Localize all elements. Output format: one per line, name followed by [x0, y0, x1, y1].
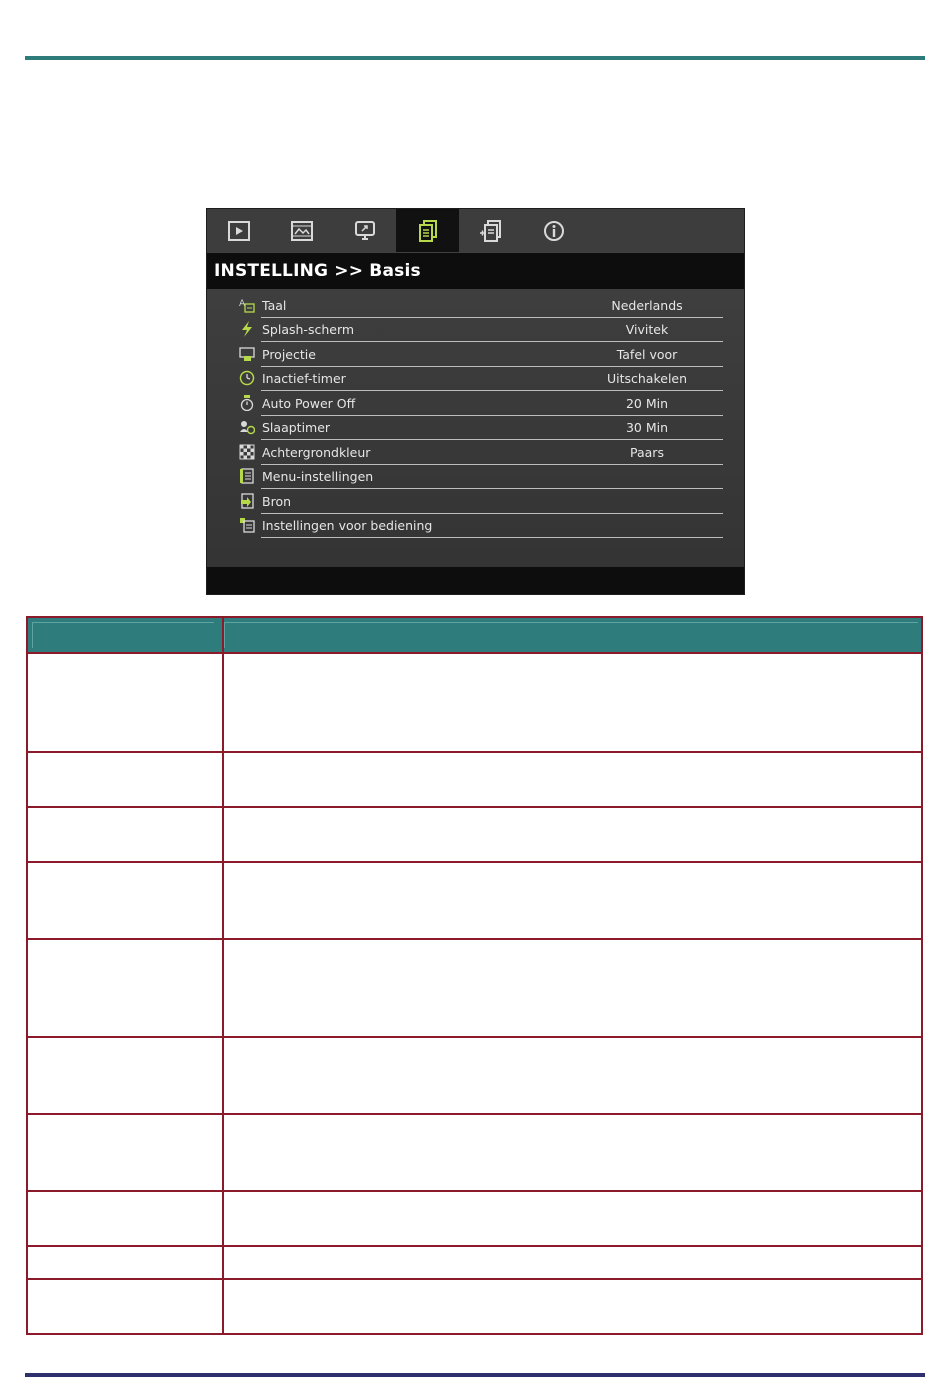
column-divider	[222, 618, 224, 1333]
document-icon	[416, 219, 440, 243]
checker-icon	[239, 444, 255, 460]
menu-item-label: Splash-scherm	[262, 322, 355, 337]
menu-item-value: 30 Min	[625, 420, 669, 435]
svg-text:A: A	[239, 299, 246, 309]
menu-item-label: Projectie	[262, 347, 316, 362]
osd-footer	[207, 567, 744, 594]
menu-item-achtergrondkleur[interactable]	[237, 441, 723, 465]
osd-tab-bar	[207, 209, 744, 252]
osd-menu	[206, 208, 745, 595]
row-divider	[261, 390, 723, 391]
sleep-icon	[239, 419, 255, 435]
tab-display[interactable]	[333, 209, 396, 252]
menu-item-value: 20 Min	[625, 396, 669, 411]
menu-item-menu-instellingen[interactable]	[237, 465, 723, 489]
projection-icon	[239, 346, 255, 362]
tab-image[interactable]	[207, 209, 270, 252]
menu-item-label: Auto Power Off	[262, 396, 356, 411]
table-header	[28, 618, 921, 654]
control-settings-icon	[239, 517, 255, 533]
menu-item-label: Menu-instellingen	[262, 469, 374, 484]
row-divider	[28, 751, 921, 753]
lightning-icon	[239, 321, 255, 337]
row-divider	[28, 1036, 921, 1038]
menu-item-splash-scherm[interactable]	[237, 318, 723, 342]
timer-icon	[239, 370, 255, 386]
source-icon	[239, 493, 255, 509]
menu-item-label: Achtergrondkleur	[262, 445, 371, 460]
menu-item-value: Paars	[630, 445, 664, 460]
menu-item-bron[interactable]	[237, 490, 723, 514]
row-divider	[261, 488, 723, 489]
menu-item-label: Instellingen voor bediening	[262, 518, 433, 533]
row-divider	[28, 1278, 921, 1280]
row-divider	[28, 1245, 921, 1247]
top-rule	[25, 56, 925, 60]
row-divider	[28, 1190, 921, 1192]
menu-item-label: Inactief-timer	[262, 371, 346, 386]
row-divider	[28, 806, 921, 808]
menu-settings-icon	[239, 468, 255, 484]
menu-item-label: Slaaptimer	[262, 420, 331, 435]
row-divider	[261, 537, 723, 538]
osd-header	[207, 253, 744, 289]
film-image-icon	[290, 219, 314, 243]
tab-advanced-image[interactable]	[270, 209, 333, 252]
menu-item-value: Nederlands	[611, 298, 683, 313]
description-table	[26, 616, 923, 1335]
row-divider	[28, 861, 921, 863]
tab-info[interactable]	[522, 209, 585, 252]
language-icon	[239, 297, 255, 313]
tab-setup-basic[interactable]	[396, 209, 459, 252]
info-icon	[542, 219, 566, 243]
tab-setup-advanced[interactable]	[459, 209, 522, 252]
row-divider	[28, 1113, 921, 1115]
row-divider	[28, 938, 921, 940]
display-icon	[353, 219, 377, 243]
bottom-rule	[25, 1373, 925, 1377]
osd-title: INSTELLING >> Basis	[214, 261, 421, 281]
power-off-icon	[239, 395, 255, 411]
document-plus-icon	[479, 219, 503, 243]
menu-item-auto-power-off[interactable]	[237, 392, 723, 416]
menu-item-value: Tafel voor	[616, 347, 678, 362]
row-divider	[261, 439, 723, 440]
menu-item-value: Vivitek	[625, 322, 669, 337]
menu-item-inactief-timer[interactable]	[237, 367, 723, 391]
menu-item-label: Bron	[262, 494, 292, 509]
menu-item-projectie[interactable]	[237, 343, 723, 367]
menu-item-slaaptimer[interactable]	[237, 416, 723, 440]
menu-item-label: Taal	[262, 298, 287, 313]
row-divider	[261, 341, 723, 342]
menu-item-instellingen-voor-bediening[interactable]	[237, 514, 723, 538]
menu-item-value: Uitschakelen	[606, 371, 688, 386]
play-icon	[227, 219, 251, 243]
table-header-cell	[32, 622, 214, 648]
table-header-cell	[224, 622, 918, 648]
menu-item-taal[interactable]	[237, 294, 723, 318]
